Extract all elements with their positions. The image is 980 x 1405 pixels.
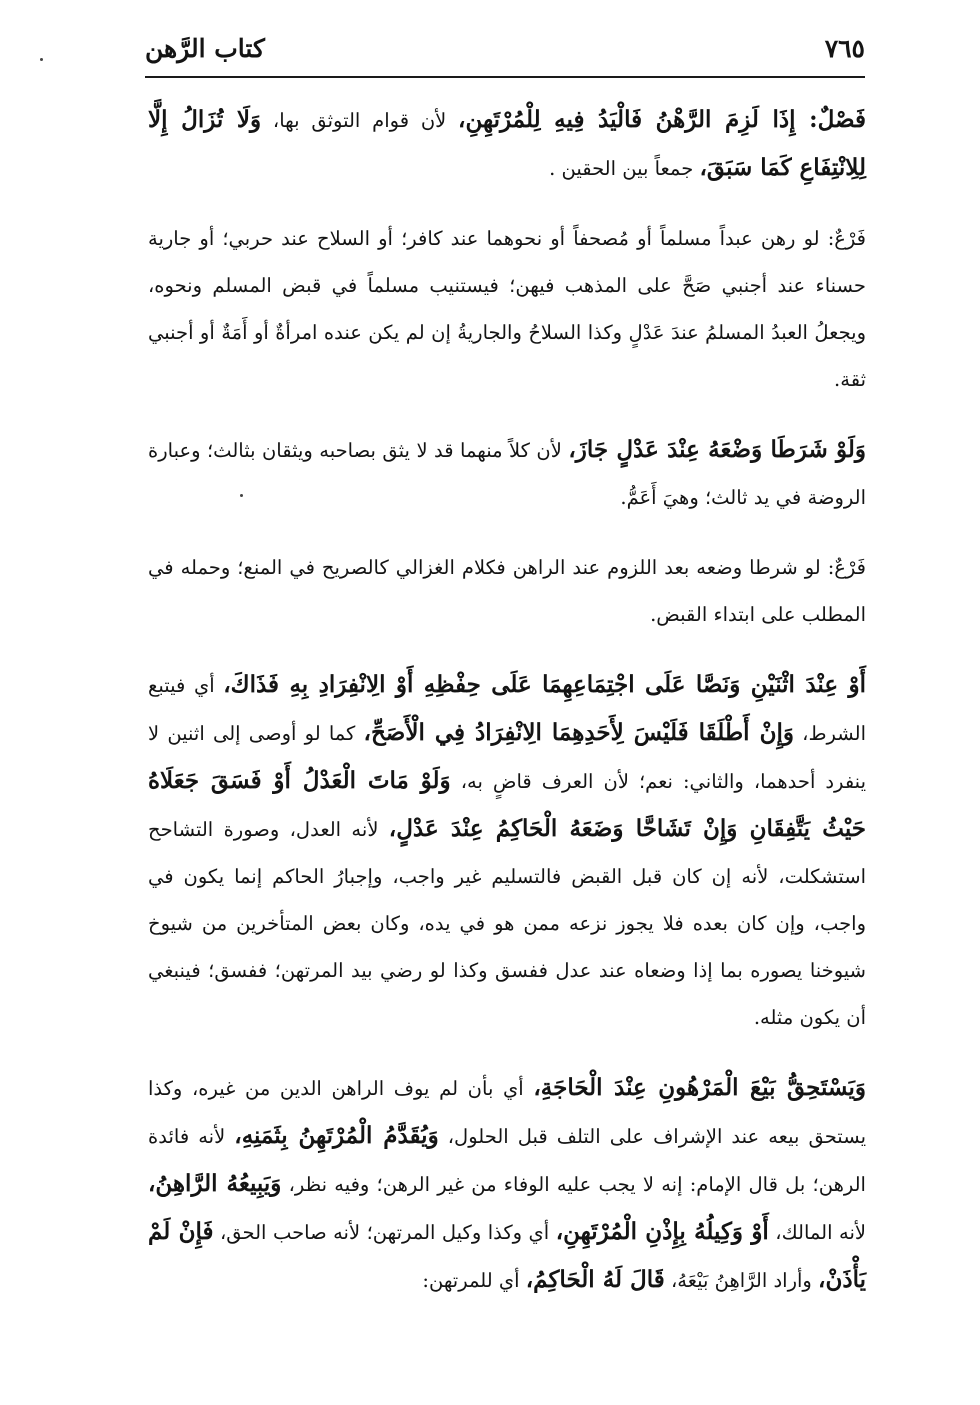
paragraph (148, 96, 866, 192)
sharh-text: لأنه فائدة الرهن؛ بل قال الإمام: إنه لا يجب عليه الوفاء من غير الرهن؛ وفيه نظر، (148, 1125, 866, 1196)
scan-speck (240, 494, 243, 497)
matn-text: فَإِنْ لَمْ يَأْذَنْ، (148, 1218, 866, 1293)
matn-text: أَوْ وَكِيلُهُ بِإِذْنِ الْمُرْتَهِنِ، (555, 1218, 769, 1245)
sharh-text: أي وكذا وكيل المرتهن؛ لأنه صاحب الحق، (213, 1221, 556, 1244)
header-rule (145, 76, 865, 78)
sharh-text: لأنه العدل، وصورة التشاحح استشكلت، لأنه إن كان قبل القبض فالتسليم غير واجب، وإجبارُ الحاكم إنما يكون في واجب، وإن كان بعده فلا يجوز نزعه ممن هو في يده، وكان بعض المتأخرين من شيوخ شيوخنا يصوره بما إذا وضعاه عند عدل ففسق وكذا لو رضي بيد المرتهن؛ ففسق؛ فينبغي أن يكون مثله. (148, 818, 866, 1029)
matn-text: وَلَوْ شَرَطَا وَضْعَهُ عِنْدَ عَدْلٍ جَازَ، (568, 436, 866, 463)
paragraph (148, 426, 866, 521)
sharh-text: لأنه المالك، (768, 1221, 867, 1244)
matn-text: أَوْ عِنْدَ اثْنَيْنِ وَنَصَّا عَلَى اجْتِمَاعِهِمَا عَلَى حِفْظِهِ أَوْ الِانْفِرَادِ بِهِ فَذَاكَ، (223, 671, 866, 698)
paragraph (148, 1064, 866, 1304)
matn-text: وَيَبِيعُهُ الرَّاهِنُ، (148, 1170, 282, 1197)
sharh-text: وأراد الرَّاهِنُ بَيْعَهُ، (664, 1269, 819, 1292)
matn-text: فَصْلٌ: إِذَا لَزِمَ الرَّهْنُ فَالْيَدُ فِيهِ لِلْمُرْتَهِنِ، (458, 106, 866, 133)
sharh-text: فَرْعٌ: لو شرطا وضعه بعد اللزوم عند الراهن فكلام الغزالي كالصريح في المنع؛ وحمله في المطلب على ابتداء القبض. (148, 556, 866, 626)
sharh-text: فَرْعٌ: لو رهن عبداً مسلماً أو مُصحفاً أو نحوهما عند كافر؛ أو السلاح عند حربي؛ أو جارية حسناء عند أجنبي صَحَّ على المذهب فيهن؛ فيستنيب مسلماً في قبض المسلم ونحوه، ويجعلُ العبدُ المسلمُ عندَ عَدْلٍ وكذا السلاحُ والجاريةُ إن لم يكن عنده امرأةٌ أو أَمَةٌ أو أجنبي ثقة. (148, 227, 866, 391)
matn-text: وَيُقَدَّمُ الْمُرْتَهِنُ بِثَمَنِهِ، (234, 1122, 439, 1149)
sharh-text: كما لو أوصى إلى اثنين لا ينفرد أحدهما، والثاني: نعم؛ لأن العرف قاضٍ به، (148, 722, 866, 793)
sharh-text: أي للمرتهن: (422, 1269, 526, 1292)
matn-text: وَلَا تُزَالُ إِلَّا لِلِانْتِفَاعِ كَمَا سَبَقَ، (148, 106, 866, 181)
page-body (148, 96, 866, 1304)
matn-text: وَلَوْ مَاتَ الْعَدْلُ أَوْ فَسَقَ جَعَلَاهُ حَيْثُ يَتَّفِقَانِ وَإِنْ تَشَاحَّا وَضَعَهُ الْحَاكِمُ عِنْدَ عَدْلٍ، (148, 767, 866, 842)
sharh-text: لأن قوام التوثق بها، (261, 109, 459, 132)
scan-speck (40, 58, 43, 61)
sharh-text: أي بأن لم يوف الراهن الدين من غيره، وكذا يستحق بيعه عند الإشراف على التلف قبل الحلول، (148, 1077, 867, 1148)
matn-text: قَالَ لَهُ الْحَاكِمُ، (525, 1266, 665, 1293)
running-title: كتاب الرَّهن (145, 34, 265, 63)
sharh-text: لأن كلاً منهما قد لا يثق بصاحبه ويثقان بثالث؛ وعبارة الروضة في يد ثالث؛ وهيَ أَعَمُّ. (148, 439, 866, 509)
sharh-text: جمعاً بين الحقين . (549, 157, 700, 180)
paragraph (148, 215, 866, 403)
page-header (145, 30, 865, 78)
page-number: ٧٦٥ (824, 34, 865, 63)
sharh-text: أي فيتبع الشرط، (148, 674, 866, 745)
paragraph (148, 544, 866, 638)
matn-text: وَإِنْ أَطْلَقَا فَلَيْسَ لِأَحَدِهِمَا الِانْفِرَادُ فِي الْأَصَحِّ، (363, 719, 794, 746)
paragraph (148, 661, 866, 1041)
matn-text: وَيَسْتَحِقُّ بَيْعَ الْمَرْهُونِ عِنْدَ الْحَاجَةِ، (533, 1074, 866, 1101)
